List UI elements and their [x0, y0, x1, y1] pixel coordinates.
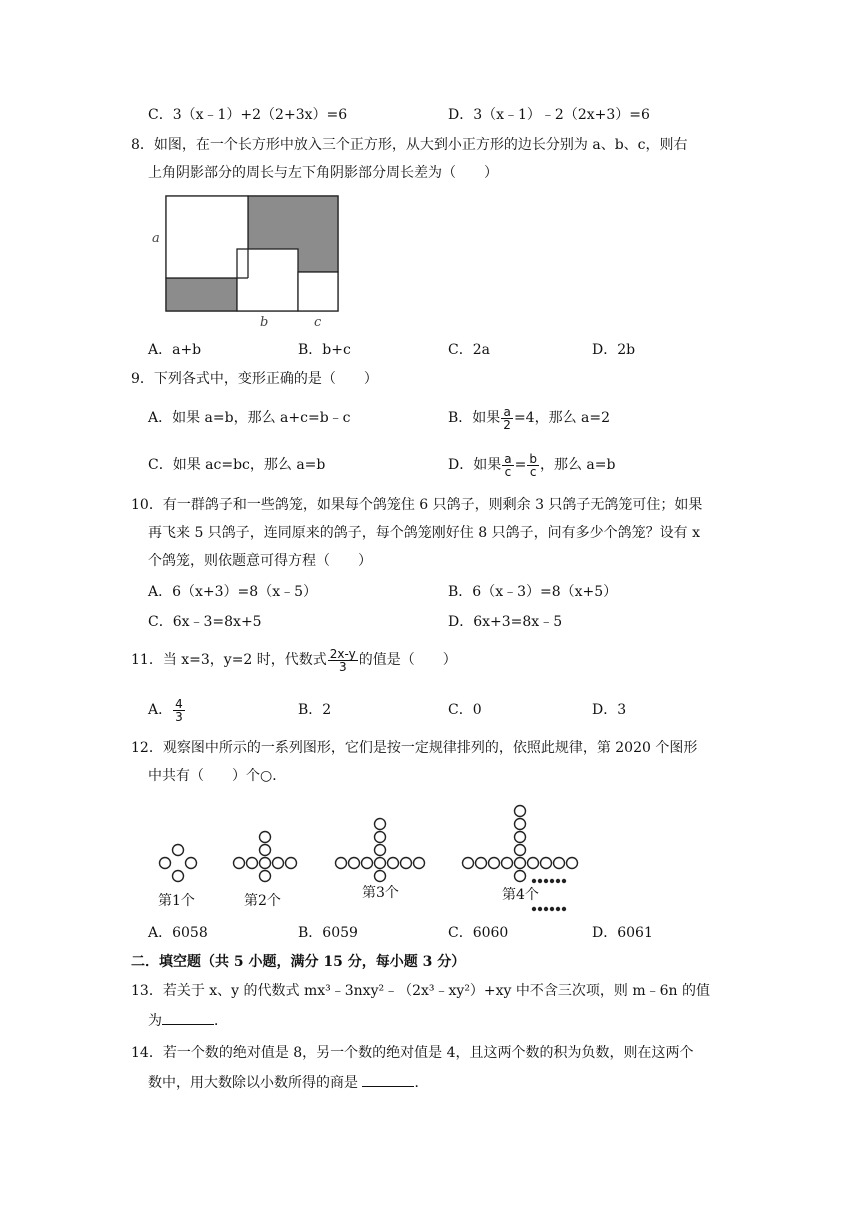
q8-figure — [148, 190, 348, 335]
q14-stem-line2: 数中，用大数除以小数所得的商是 ． — [148, 1072, 428, 1093]
q12-fig4-circle — [515, 871, 526, 882]
q8-option-b: B．b+c — [298, 342, 351, 358]
q12-fig3-circle — [401, 858, 412, 869]
q10-option-c: C．6x﹣3=8x+5 — [148, 614, 262, 630]
q12-fig2-circle — [260, 858, 271, 869]
q12-fig4-circle — [515, 832, 526, 843]
q12-fig4-dot — [550, 907, 554, 911]
q8-square-b — [237, 249, 298, 311]
q12-fig4-dot — [538, 907, 542, 911]
q12-fig4-circle — [515, 819, 526, 830]
q12-fig4-circle — [515, 845, 526, 856]
q9-option-d: D．如果 $\frac{a}{c}$ = $\frac{b}{c}$ ，那么 a=b — [448, 451, 616, 479]
q10-option-d: D．6x+3=8x﹣5 — [448, 614, 563, 630]
q12-fig4-circle — [554, 858, 565, 869]
q12-fig2-circle — [234, 858, 245, 869]
q12-fig4-dot — [556, 879, 560, 883]
q12-option-b: B．6059 — [298, 925, 358, 941]
q12-fig3-circle — [375, 845, 386, 856]
q10-stem-line3: 个鸽笼，则依题意可得方程（ ） — [148, 553, 372, 569]
q12-fig2-circle — [247, 858, 258, 869]
q12-fig1-circle — [173, 845, 184, 856]
q12-fig3-circle — [336, 858, 347, 869]
q12-option-a: A．6058 — [148, 925, 208, 941]
q12-fig4-dot — [562, 907, 566, 911]
q12-option-d: D．6061 — [592, 925, 653, 941]
q11-option-d: D．3 — [592, 702, 627, 718]
q12-stem-line2: 中共有（ ）个○． — [148, 768, 287, 784]
q12-fig4-circle — [476, 858, 487, 869]
q12-fig3-circle — [375, 871, 386, 882]
q9-option-b: B．如果 $\frac{a}{2}$ =4，那么 a=2 — [448, 404, 611, 432]
q12-fig4-circle — [463, 858, 474, 869]
q8-stem-line1: 8．如图，在一个长方形中放入三个正方形，从大到小正方形的边长分别为 a、b、c，则右 — [131, 137, 688, 153]
q9-stem: 9．下列各式中，变形正确的是（ ） — [131, 371, 378, 387]
q11-option-b: B．2 — [298, 702, 332, 718]
q12-fig2-circle — [260, 871, 271, 882]
q12-label-2: 第2个 — [244, 893, 281, 909]
q12-label-1: 第1个 — [158, 893, 195, 909]
q12-label-4: 第4个 — [502, 887, 539, 903]
q9-option-a: A．如果 a=b，那么 a+c=b﹣c — [148, 410, 351, 426]
q8-label-c: c — [314, 315, 322, 330]
q12-fig3-circle — [362, 858, 373, 869]
q11-option-a: A． $\frac{4}{3}$ — [148, 696, 183, 724]
q12-fig4-circle — [515, 806, 526, 817]
q11-stem: 11．当 x=3，y=2 时，代数式 $\frac{2x-y}{3}$ 的值是（ ） — [131, 646, 457, 674]
q8-label-a: a — [152, 231, 160, 246]
q12-fig4-circle — [502, 858, 513, 869]
q12-fig4-dot — [544, 879, 548, 883]
q12-fig2-circle — [273, 858, 284, 869]
q10-stem-line1: 10．有一群鸽子和一些鸽笼，如果每个鸽笼住 6 只鸽子，则剩余 3 只鸽子无鸽笼可住；如果 — [131, 497, 703, 513]
q12-fig4-circle — [489, 858, 500, 869]
q12-fig4-dot — [550, 879, 554, 883]
q12-fig4-circle — [567, 858, 578, 869]
q12-fig2-circle — [260, 832, 271, 843]
q7-option-c: C．3（x﹣1）+2（2+3x）=6 — [148, 107, 348, 123]
q12-fig4-dot — [538, 879, 542, 883]
q12-fig4-dot — [532, 907, 536, 911]
q12-fig1-circle — [160, 858, 171, 869]
q8-square-c — [298, 272, 338, 311]
q12-fig3-circle — [388, 858, 399, 869]
q10-stem-line2: 再飞来 5 只鸽子，连同原来的鸽子，每个鸽笼刚好住 8 只鸽子，问有多少个鸽笼？设有 x — [148, 525, 700, 541]
q12-figure — [148, 795, 588, 917]
q10-option-a: A．6（x+3）=8（x﹣5） — [148, 584, 317, 600]
q14-answer-blank[interactable] — [362, 1072, 414, 1087]
q12-label-3: 第3个 — [362, 885, 399, 901]
q8-option-a: A．a+b — [148, 342, 202, 358]
q12-fig3-circle — [375, 819, 386, 830]
q8-option-c: C．2a — [448, 342, 490, 358]
q12-fig4-dot — [562, 879, 566, 883]
q12-fig4-dot — [556, 907, 560, 911]
q12-stem-line1: 12．观察图中所示的一系列图形，它们是按一定规律排列的，依照此规律，第 2020 个图形 — [131, 740, 698, 756]
q12-fig3-circle — [375, 858, 386, 869]
section-2-heading: 二．填空题（共 5 小题，满分 15 分，每小题 3 分） — [131, 954, 466, 970]
q12-fig3-circle — [414, 858, 425, 869]
q12-fig2-circle — [286, 858, 297, 869]
q12-fig2-circle — [260, 845, 271, 856]
q13-stem-line2: 为 ． — [148, 1010, 228, 1031]
q13-answer-blank[interactable] — [162, 1010, 214, 1025]
q12-fig4-circle — [515, 858, 526, 869]
q14-stem-line1: 14．若一个数的绝对值是 8，另一个数的绝对值是 4，且这两个数的积为负数，则在这两个 — [131, 1045, 694, 1061]
q12-fig1-circle — [173, 871, 184, 882]
q8-shaded-bottom-left — [166, 278, 237, 311]
q8-label-b: b — [260, 315, 269, 330]
q10-option-b: B．6（x﹣3）=8（x+5） — [448, 584, 618, 600]
q7-option-d: D．3（x﹣1）﹣2（2x+3）=6 — [448, 107, 650, 123]
q12-fig3-circle — [349, 858, 360, 869]
q12-fig4-dot — [544, 907, 548, 911]
q12-fig3-circle — [375, 832, 386, 843]
q11-option-c: C．0 — [448, 702, 482, 718]
q12-option-c: C．6060 — [448, 925, 509, 941]
q9-option-c: C．如果 ac=bc，那么 a=b — [148, 457, 326, 473]
q8-square-a — [166, 196, 248, 278]
q8-stem-line2: 上角阴影部分的周长与左下角阴影部分周长差为（ ） — [148, 165, 498, 181]
q12-fig1-circle — [186, 858, 197, 869]
q12-fig4-dot — [532, 879, 536, 883]
q12-fig4-circle — [541, 858, 552, 869]
q13-stem-line1: 13．若关于 x、y 的代数式 mx³﹣3nxy²﹣（2x³﹣xy²）+xy 中不含三次项，则 m﹣6n 的值 — [131, 983, 711, 999]
q12-fig4-circle — [528, 858, 539, 869]
q8-option-d: D．2b — [592, 342, 636, 358]
